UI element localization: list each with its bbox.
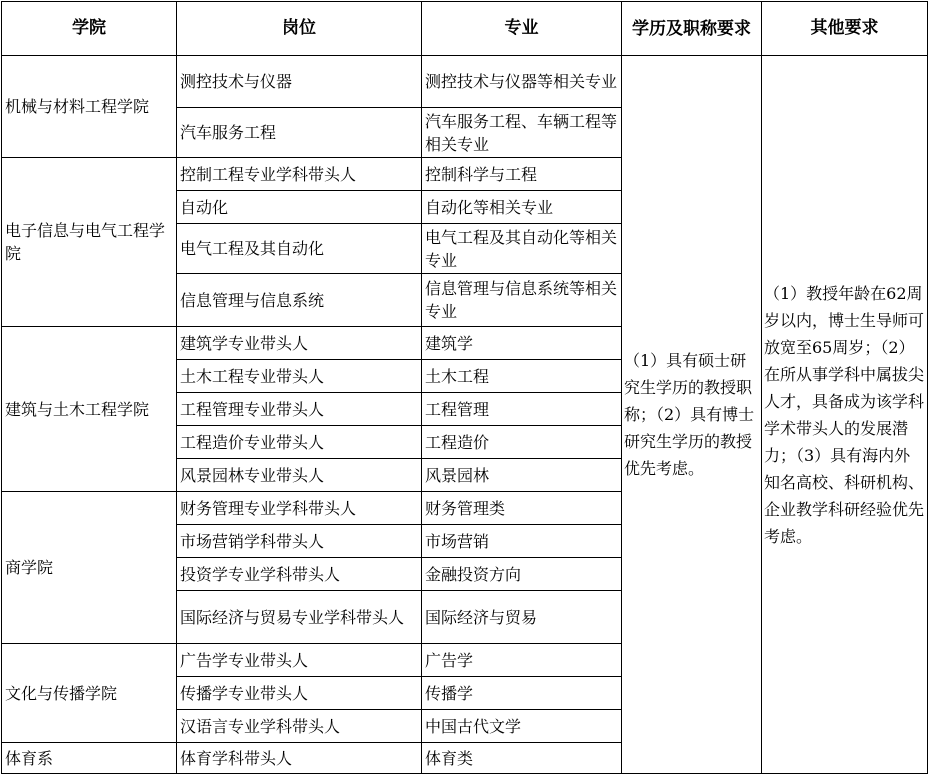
table-row [2,56,928,108]
position-cell: 土木工程专业带头人 [177,360,422,393]
position-cell: 汉语言专业学科带头人 [177,710,422,743]
major-cell: 体育类 [422,743,622,774]
position-cell: 传播学专业带头人 [177,677,422,710]
major-cell: 信息管理与信息系统等相关专业 [422,274,622,327]
header-major: 专业 [422,2,622,56]
major-cell: 自动化等相关专业 [422,191,622,224]
header-education: 学历及职称要求 [622,2,762,56]
major-cell: 市场营销 [422,525,622,558]
other-requirement-cell: （1）教授年龄在62周岁以内，博士生导师可放宽至65周岁；（2）在所从事学科中属拔尖人才，具备成为该学科学术带头人的发展潜力；（3）具有海内外知名高校、科研机构、企业教学科研经验优先考虑。 [762,56,928,774]
position-cell: 财务管理专业学科带头人 [177,492,422,525]
major-cell: 工程管理 [422,393,622,426]
major-cell: 汽车服务工程、车辆工程等相关专业 [422,108,622,158]
position-cell: 风景园林专业带头人 [177,459,422,492]
major-cell: 建筑学 [422,327,622,360]
position-cell: 测控技术与仪器 [177,56,422,108]
major-cell: 控制科学与工程 [422,158,622,191]
position-cell: 控制工程专业学科带头人 [177,158,422,191]
major-cell: 金融投资方向 [422,558,622,591]
college-cell: 建筑与土木工程学院 [2,327,177,492]
college-cell: 商学院 [2,492,177,644]
recruitment-table [1,1,928,774]
position-cell: 体育学科带头人 [177,743,422,774]
major-cell: 财务管理类 [422,492,622,525]
major-cell: 风景园林 [422,459,622,492]
position-cell: 信息管理与信息系统 [177,274,422,327]
position-cell: 建筑学专业带头人 [177,327,422,360]
college-cell: 体育系 [2,743,177,774]
major-cell: 中国古代文学 [422,710,622,743]
position-cell: 国际经济与贸易专业学科带头人 [177,591,422,644]
position-cell: 汽车服务工程 [177,108,422,158]
position-cell: 投资学专业学科带头人 [177,558,422,591]
header-position: 岗位 [177,2,422,56]
education-requirement-cell: （1）具有硕士研究生学历的教授职称；（2）具有博士研究生学历的教授优先考虑。 [622,56,762,774]
position-cell: 市场营销学科带头人 [177,525,422,558]
header-college: 学院 [2,2,177,56]
position-cell: 工程造价专业带头人 [177,426,422,459]
major-cell: 电气工程及其自动化等相关专业 [422,224,622,274]
college-cell: 机械与材料工程学院 [2,56,177,158]
position-cell: 工程管理专业带头人 [177,393,422,426]
college-cell: 电子信息与电气工程学院 [2,158,177,327]
major-cell: 工程造价 [422,426,622,459]
position-cell: 自动化 [177,191,422,224]
position-cell: 电气工程及其自动化 [177,224,422,274]
major-cell: 国际经济与贸易 [422,591,622,644]
major-cell: 传播学 [422,677,622,710]
header-other: 其他要求 [762,2,928,56]
position-cell: 广告学专业带头人 [177,644,422,677]
header-row [2,2,928,56]
major-cell: 广告学 [422,644,622,677]
college-cell: 文化与传播学院 [2,644,177,743]
major-cell: 测控技术与仪器等相关专业 [422,56,622,108]
major-cell: 土木工程 [422,360,622,393]
